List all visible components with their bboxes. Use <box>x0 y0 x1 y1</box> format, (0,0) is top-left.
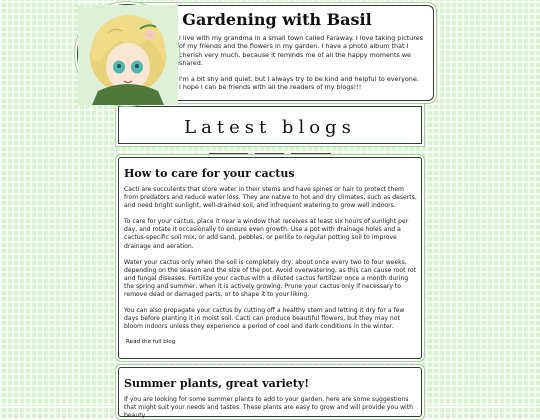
post-body <box>119 396 421 420</box>
bio-line: I hope I can be friends with all the readers of my blogs!!! <box>179 83 362 92</box>
post-paragraph: Water your cactus only when the soil is completely dry, about once every two to four weeks, depending on the season and the size of the pot. Avoid overwatering, as this can cause root rot and fungal diseases. Fertilize your cactus with a diluted cactus fertilizer once a month during the spring and summer, when it is actively growing. Prune your cactus only if necessary to remove dead or damaged parts, or to shape it to your liking. <box>124 258 416 299</box>
blog-post <box>118 157 422 359</box>
post-paragraph: To care for your cactus, place it near a window that receives at least six hours of sunlight per day, and rotate it occasionally to ensure even growth. Use a pot with drainage holes and a cactus-specific soil mix, or add sand, pebbles, or perlite to regular potting soil to improve drainage and aeration. <box>124 218 409 250</box>
latest-blogs-header <box>118 106 422 144</box>
post-title: How to care for your cactus <box>124 167 295 180</box>
post-title: Summer plants, great variety! <box>124 377 310 390</box>
post-paragraph: You can also propagate your cactus by cutting off a healthy stem and letting it dry for a few days before planting it in moist soil. Cacti can produce beautiful flowers, but they may not bloom indoors unless they experience a period of cool and dark conditions in the winter. <box>124 307 405 331</box>
blog-post <box>118 367 422 420</box>
post-body <box>119 186 421 331</box>
avatar-illustration <box>78 5 178 105</box>
latest-blogs-title: Latest blogs <box>184 117 356 138</box>
post-paragraph: Cacti are succulents that store water in their stems and have spines or hair to protect them from predators and reduce water loss. They are native to hot and dry climates, such as deserts, and need bright sunlight, well-drained soil, and infrequent watering to grow well indoors. <box>124 186 417 210</box>
bio <box>179 34 427 92</box>
site-title: Gardening with Basil <box>182 10 372 29</box>
avatar <box>77 4 177 104</box>
bio-paragraph: I live with my grandma in a small town called Faraway. I love taking pictures of my friends and the flowers in my garden. I have a photo album that I cherish very much, because it reminds me of all the happy moments we shared. <box>179 34 423 67</box>
post-paragraph: If you are looking for some summer plants to add to your garden, here are some suggestions that might suit your needs and tastes. These plants are easy to grow and will provide you with beauty, <box>124 396 413 420</box>
read-more-link[interactable]: Read the full blog <box>126 339 176 346</box>
bio-line: I'm a bit shy and quiet, but I always try to be kind and helpful to everyone. <box>179 75 419 84</box>
